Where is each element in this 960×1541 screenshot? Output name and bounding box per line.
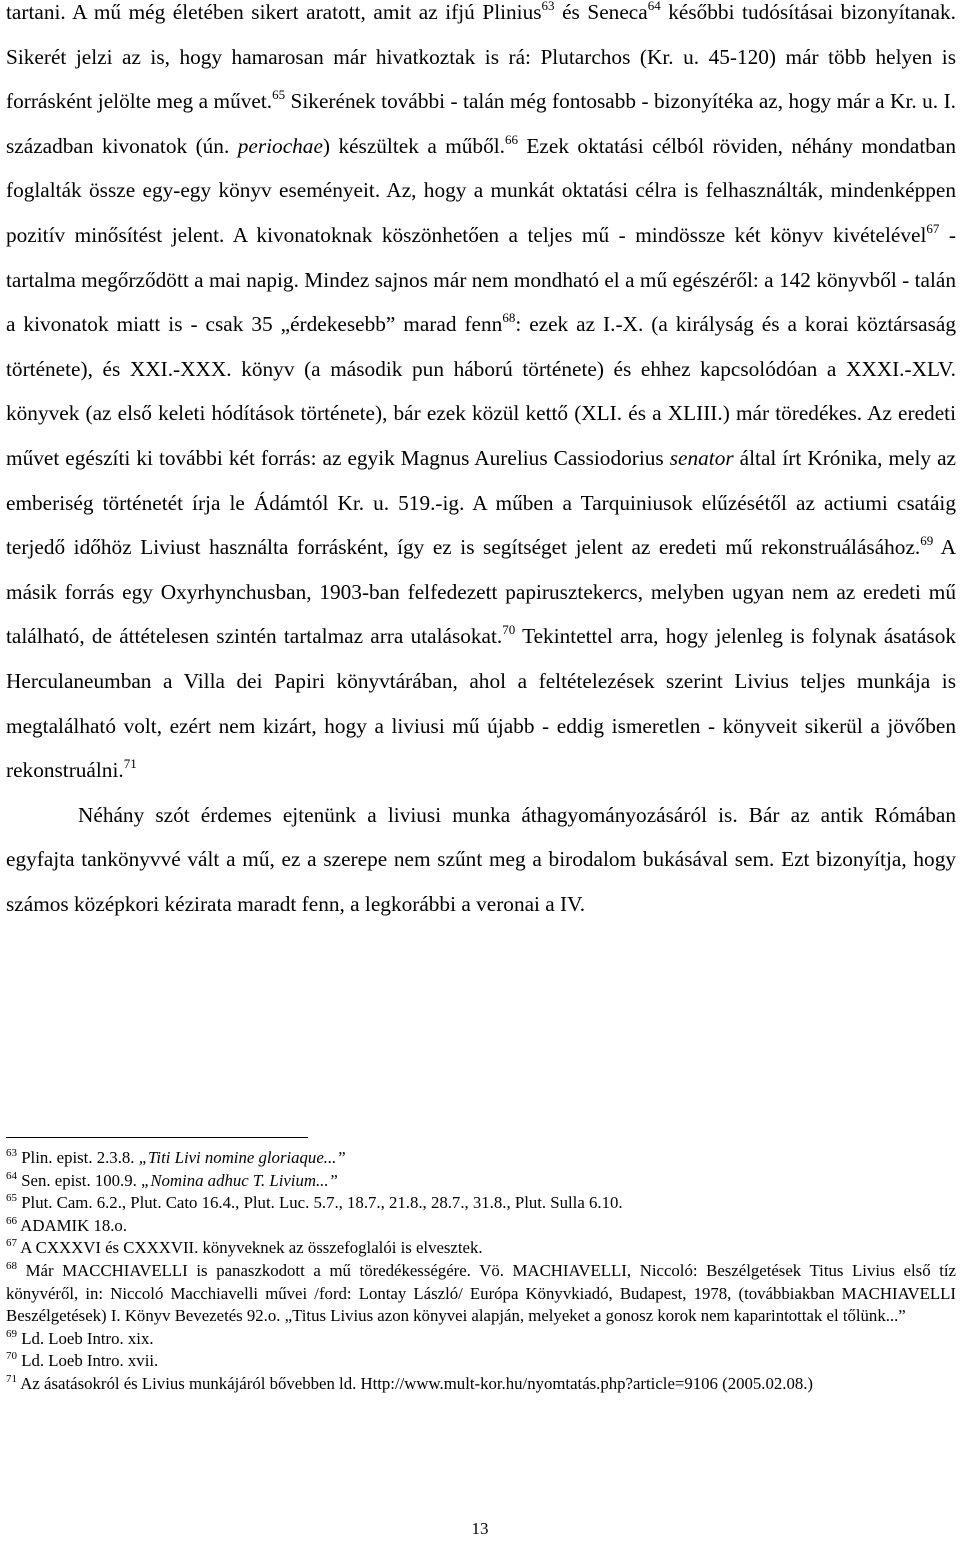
text-run: Plin. epist. 2.3.8. bbox=[17, 1148, 139, 1167]
text-run: által írt Krónika, mely az emberiség történetét írja le Ádámtól Kr. u. 519.-ig. A műben a Tarquiniusok elűzésétől az actiumi csatáig terjedő időhöz Liviust használta forrásként, így ez is segítséget jelent az eredeti mű rekonstruálásához. bbox=[6, 445, 956, 560]
text-run: tartani. A mű még életében sikert aratott, amit az ifjú Plinius bbox=[6, 0, 542, 24]
page-number: 13 bbox=[471, 1519, 489, 1538]
footnote-reference: 69 bbox=[920, 533, 934, 549]
footnote bbox=[6, 1350, 956, 1373]
footnotes bbox=[6, 1147, 956, 1396]
text-run: A másik forrás egy Oxyrhynchusban, 1903-ban felfedezett papirusztekercs, melyben ugyan nem az eredeti mű található, de áttételesen szintén tartalmaz arra utalásokat. bbox=[6, 535, 956, 649]
footnote-reference: 64 bbox=[647, 0, 661, 13]
footnote-number: 63 bbox=[6, 1147, 17, 1159]
body-text-container bbox=[6, 0, 956, 926]
footnote-number: 66 bbox=[6, 1214, 17, 1227]
footnote-number: 67 bbox=[6, 1237, 17, 1250]
footnote-number: 64 bbox=[6, 1169, 17, 1182]
footnote-number: 70 bbox=[6, 1350, 17, 1363]
text-run: és Seneca bbox=[554, 0, 648, 24]
text-run: - tartalma megőrződött a mai napig. Mindez sajnos már nem mondható el a mű egészéről: a 142 könyvből - talán a kivonatok miatt is - csak 35 „érdekesebb” marad fenn bbox=[6, 222, 956, 337]
text-run: Már MACCHIAVELLI is panaszkodott a mű töredékességére. Vö. MACHIAVELLI, Niccoló: Beszélgetések Titus Livius első tíz könyvéről, in: Niccoló Macchiavelli művei /ford: Lontay László/ Európa Könyvkiadó, Budapest, 1978, (továbbiakban MACHIAVELLI Beszélgetések) I. Könyv Bevezetés 92.o. „Titus Livius azon könyvei alapján, melyeket a gonosz korok nem kaparintottak el tőlünk...” bbox=[6, 1260, 956, 1326]
text-run: Néhány szót érdemes ejtenünk a liviusi munka áthagyományozásáról is. Bár az antik Rómában egyfajta tankönyvvé vált a mű, ez a szerepe nem szűnt meg a birodalom bukásával sem. Ezt bizonyítja, hogy számos középkori kézirata maradt fenn, a legkorábbi a veronai a IV. bbox=[6, 802, 956, 916]
footnote-reference: 63 bbox=[541, 0, 555, 13]
text-run: A CXXXVI és CXXXVII. könyveknek az összefoglalói is elvesztek. bbox=[17, 1238, 483, 1258]
text-run: Plut. Cam. 6.2., Plut. Cato 16.4., Plut. Luc. 5.7., 18.7., 21.8., 28.7., 31.8., Plut. Sulla 6.10. bbox=[17, 1193, 623, 1213]
footnote bbox=[6, 1373, 956, 1396]
footnote bbox=[6, 1237, 956, 1260]
text-run: Ld. Loeb Intro. xvii. bbox=[17, 1351, 159, 1371]
footnote-separator bbox=[6, 1137, 308, 1138]
footnote bbox=[6, 1170, 956, 1193]
footnote-reference: 70 bbox=[502, 622, 516, 638]
text-run: Ld. Loeb Intro. xix. bbox=[17, 1328, 154, 1348]
text-run: ) készültek a műből. bbox=[322, 133, 505, 158]
text-run: Ezek oktatási célból röviden, néhány mondatban foglalták össze egy-egy könyv eseményeit. Az, hogy a munkát oktatási célra is felhasználták, mindenképpen pozitív minősítést jelent. A kivonatoknak köszönhetően a teljes mű - mindössze két könyv kivételével bbox=[6, 133, 956, 247]
footnote bbox=[6, 1192, 956, 1215]
text-run: Tekintettel arra, hogy jelenleg is folynak ásatások Herculaneumban a Villa dei Papiri könyvtárában, ahol a feltételezések szerint Livius teljes munkája is megtalálható volt, ezért nem kizárt, hogy a liviusi mű újabb - eddig ismeretlen - könyveit sikerül a jövőben rekonstruálni. bbox=[6, 624, 957, 783]
italic-text: „Nomina adhuc T. Livium...” bbox=[141, 1170, 338, 1190]
body-paragraph bbox=[6, 793, 956, 927]
italic-text: „Titi Livi nomine gloriaque...” bbox=[138, 1148, 346, 1167]
italic-text: periochae bbox=[237, 133, 323, 158]
text-run: ADAMIK 18.o. bbox=[17, 1215, 128, 1235]
text-run: : ezek az I.-X. (a királyság és a korai köztársaság története), és XXI.-XXX. könyv (a második pun háború története) és ehhez kapcsolódóan a XXXI.-XLV. könyvek (az első keleti hódítások története), bár ezek közül kettő (XLI. és a XLIII.) már töredékes. Az eredeti művet egészíti ki további két forrás: az egyik Magnus Aurelius Cassiodorius bbox=[6, 312, 956, 470]
italic-text: senator bbox=[669, 445, 734, 470]
footnote-reference: 66 bbox=[504, 131, 518, 147]
footnote-number: 69 bbox=[6, 1327, 17, 1340]
text-run: Az ásatásokról és Livius munkájáról bővebben ld. Http://www.mult-kor.hu/nyomtatás.php?article=9106 (2005.02.08.) bbox=[17, 1373, 814, 1393]
footnote bbox=[6, 1328, 956, 1351]
footnote-number: 68 bbox=[6, 1259, 17, 1272]
footnote-number: 65 bbox=[6, 1192, 17, 1205]
footnote bbox=[6, 1147, 956, 1170]
footnote-number: 71 bbox=[6, 1372, 17, 1385]
footnote-reference: 68 bbox=[502, 310, 516, 326]
footnote-reference: 71 bbox=[123, 756, 137, 772]
text-run: későbbi tudósításai bizonyítanak. Sikerét jelzi az is, hogy hamarosan már hivatkoztak is rá: Plutarchos (Kr. u. 45-120) már több helyen is forrásként jelölte meg a művet. bbox=[6, 0, 956, 114]
document-page bbox=[6, 0, 957, 1393]
footnote bbox=[6, 1215, 956, 1238]
footnote bbox=[6, 1260, 956, 1328]
footnote-reference: 67 bbox=[926, 220, 940, 236]
body-paragraph bbox=[6, 0, 956, 793]
text-run: Sikerének további - talán még fontosabb - bizonyítéka az, hogy már a Kr. u. I. században kivonatok (ún. bbox=[6, 89, 956, 158]
footnote-reference: 65 bbox=[272, 87, 286, 103]
text-run: Sen. epist. 100.9. bbox=[17, 1170, 141, 1190]
